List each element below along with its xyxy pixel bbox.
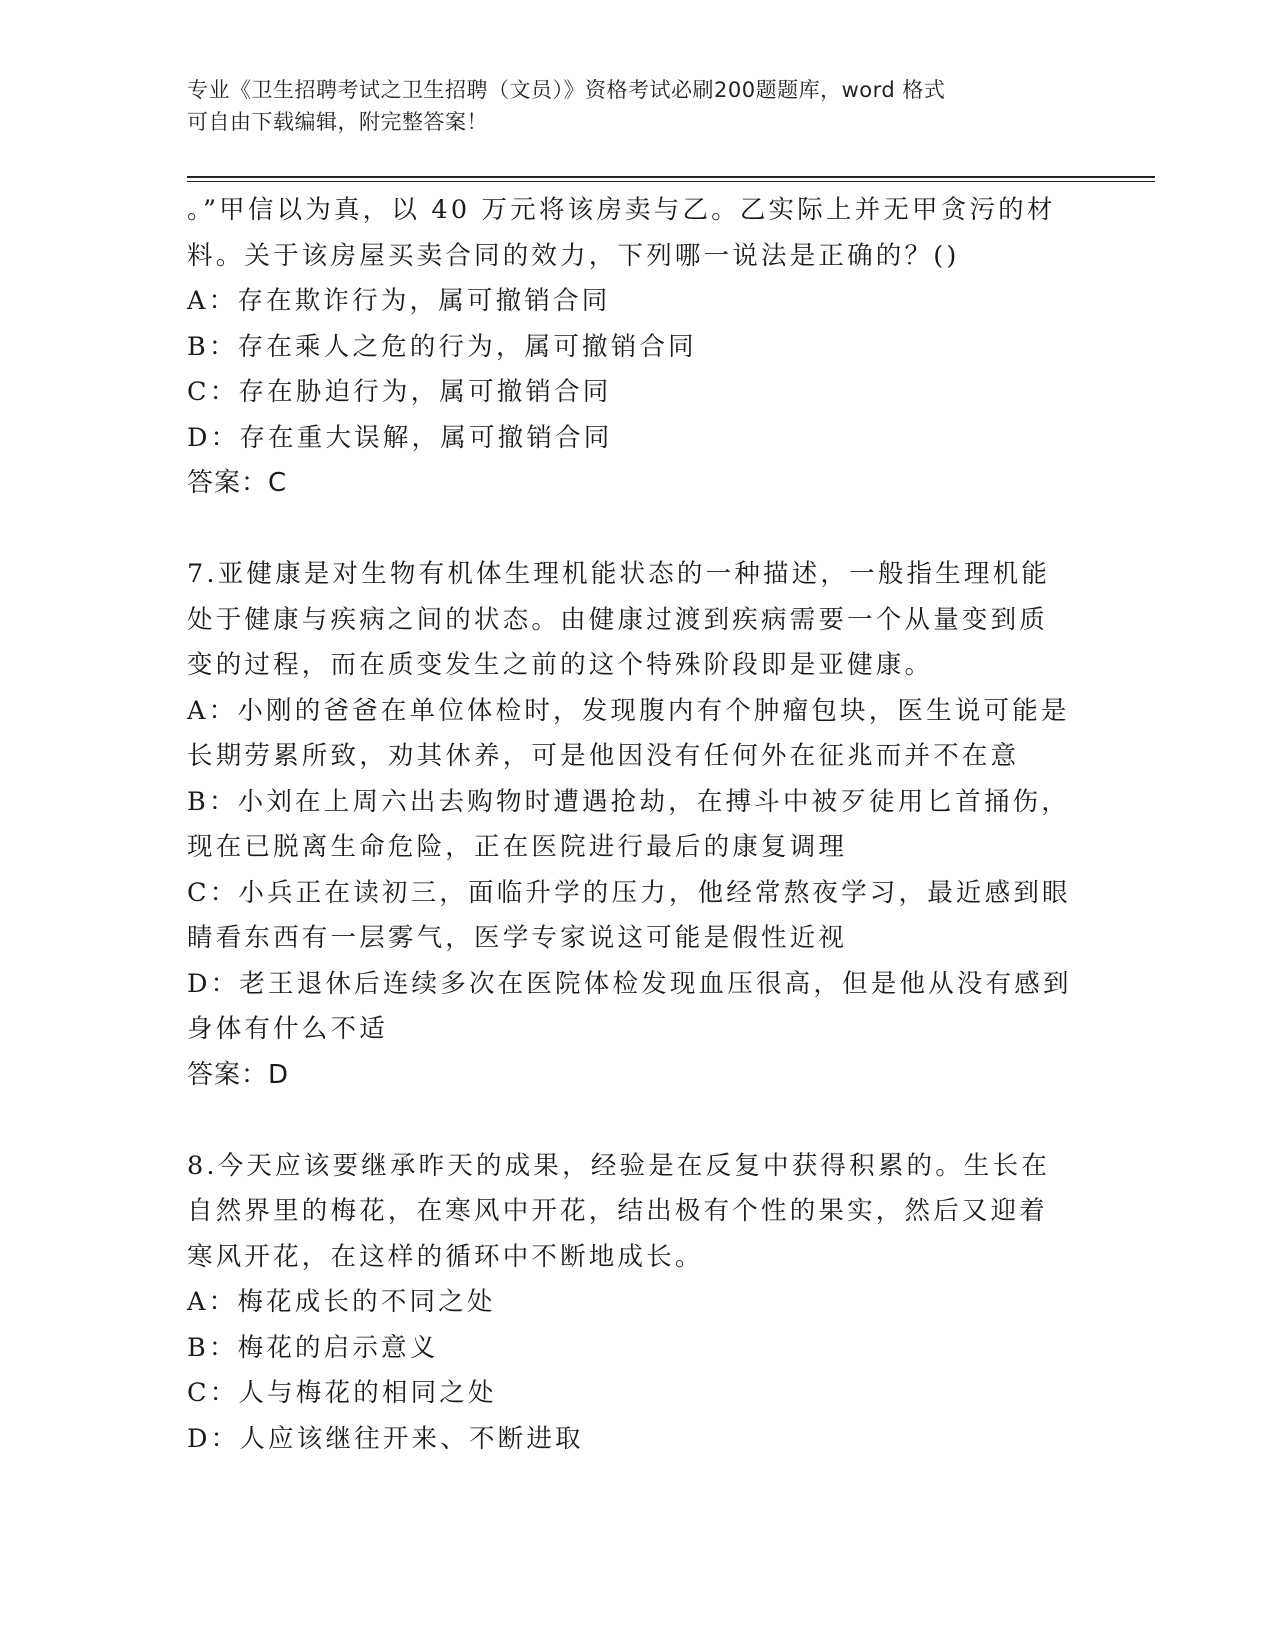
option-a-line-2: 长期劳累所致，劝其休养，可是他因没有任何外在征兆而并不在意 — [187, 741, 1020, 771]
spacer — [187, 507, 1087, 553]
question-stem-line: 7.亚健康是对生物有机体生理机能状态的一种描述，一般指生理机能 — [187, 559, 1051, 589]
answer-label: 答案：D — [187, 1059, 290, 1090]
document-header — [187, 74, 1087, 138]
option-a: A：存在欺诈行为，属可撤销合同 — [187, 286, 611, 316]
option-a: A：梅花成长的不同之处 — [187, 1287, 496, 1317]
option-b-line-1: B：小刘在上周六出去购物时遭遇抢劫，在搏斗中被歹徒用匕首捅伤， — [187, 786, 1070, 817]
question-8 — [187, 1144, 1087, 1463]
header-divider-thick — [187, 176, 1155, 178]
option-b: B：梅花的启示意义 — [187, 1332, 439, 1363]
header-title-line-1: 专业《卫生招聘考试之卫生招聘（文员）》资格考试必刷200题题库，word 格式 — [187, 78, 946, 102]
question-stem-line: 自然界里的梅花，在寒风中开花，结出极有个性的果实，然后又迎着 — [187, 1196, 1049, 1226]
option-c-line-1: C：小兵正在读初三，面临升学的压力，他经常熬夜学习，最近感到眼 — [187, 877, 1071, 908]
document-body — [187, 188, 1087, 1462]
option-c: C：人与梅花的相同之处 — [187, 1378, 497, 1408]
question-stem-line: 料。关于该房屋买卖合同的效力，下列哪一说法是正确的？() — [187, 240, 960, 271]
question-stem-line: 。”甲信以为真，以 40 万元将该房卖与乙。乙实际上并无甲贪污的材 — [187, 195, 1056, 225]
option-d: D：人应该继往开来、不断进取 — [187, 1423, 584, 1454]
option-c: C：存在胁迫行为，属可撤销合同 — [187, 377, 612, 407]
option-d-line-1: D：老王退休后连续多次在医院体检发现血压很高，但是他从没有感到 — [187, 968, 1072, 999]
question-stem-line: 变的过程，而在质变发生之前的这个特殊阶段即是亚健康。 — [187, 650, 934, 680]
header-title-line-2: 可自由下载编辑，附完整答案！ — [187, 110, 488, 134]
header-divider-thin — [187, 181, 1155, 182]
option-b-line-2: 现在已脱离生命危险，正在医院进行最后的康复调理 — [187, 832, 848, 862]
option-a-line-1: A：小刚的爸爸在单位体检时，发现腹内有个肿瘤包块，医生说可能是 — [187, 695, 1070, 726]
question-6 — [187, 188, 1087, 507]
answer-label: 答案：C — [187, 468, 288, 498]
question-7 — [187, 552, 1087, 1098]
question-stem-line: 寒风开花，在这样的循环中不断地成长。 — [187, 1241, 704, 1272]
option-d-line-2: 身体有什么不适 — [187, 1014, 388, 1044]
question-stem-line: 8.今天应该要继承昨天的成果，经验是在反复中获得积累的。生长在 — [187, 1150, 1051, 1181]
option-b: B：存在乘人之危的行为，属可撤销合同 — [187, 331, 697, 362]
option-c-line-2: 睛看东西有一层雾气，医学专家说这可能是假性近视 — [187, 923, 848, 953]
option-d: D：存在重大误解，属可撤销合同 — [187, 422, 613, 453]
spacer — [187, 1098, 1087, 1144]
question-stem-line: 处于健康与疾病之间的状态。由健康过渡到疾病需要一个从量变到质 — [187, 604, 1049, 635]
